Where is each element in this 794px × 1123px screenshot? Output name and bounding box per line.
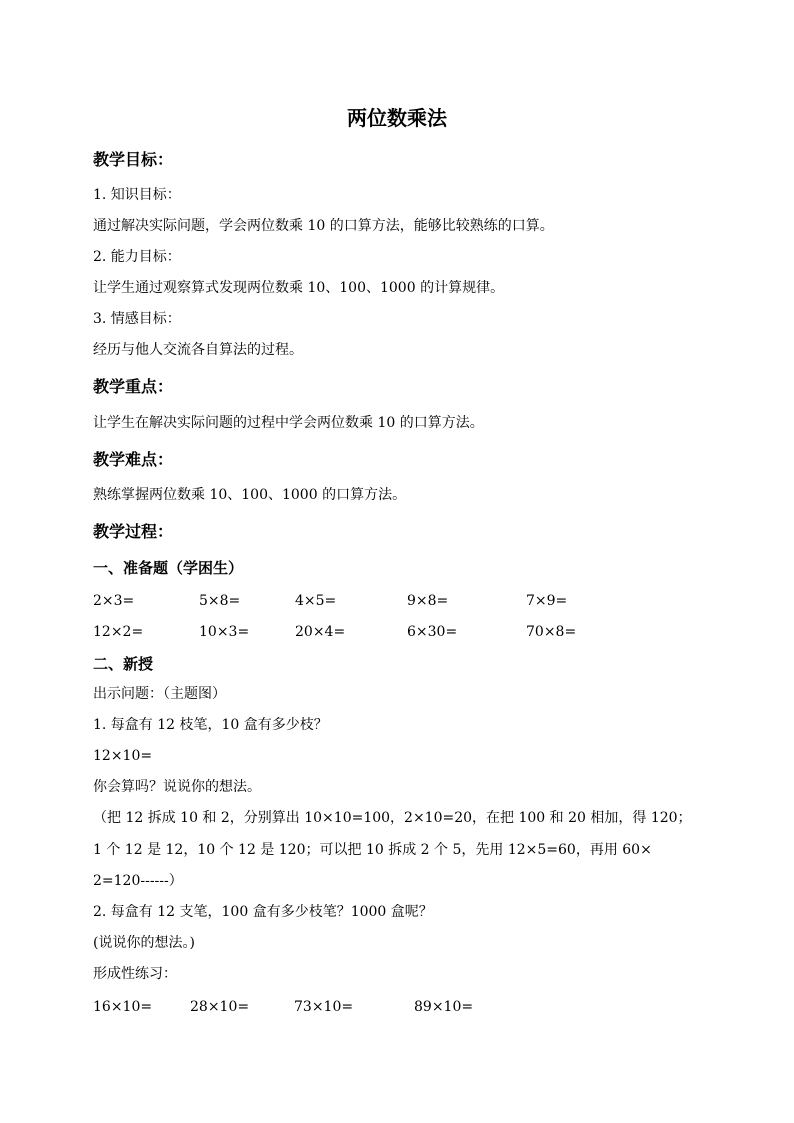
prompt-2: (说说你的想法。) [93, 935, 195, 951]
warmup-expression: 5×8= [199, 593, 241, 609]
practice-row [93, 997, 713, 1017]
warmup-expression: 6×30= [407, 624, 458, 640]
explanation-line-3: 2=120------） [93, 873, 183, 889]
practice-label: 形成性练习： [93, 966, 177, 982]
objectives-heading: 教学目标： [93, 150, 174, 169]
warmup-expression: 2×3= [93, 593, 135, 609]
key-point-text: 让学生在解决实际问题的过程中学会两位数乘 10 的口算方法。 [93, 415, 484, 431]
section-warmup-title: 一、准备题（学困生） [93, 559, 244, 577]
prompt-1: 你会算吗？说说你的想法。 [93, 779, 261, 795]
key-point-heading: 教学重点： [93, 377, 174, 396]
practice-expression: 16×10= [93, 999, 153, 1015]
ability-goal-label: 2. 能力目标： [93, 249, 181, 265]
warmup-expression: 12×2= [93, 624, 144, 640]
difficulty-text: 熟练掌握两位数乘 10、100、1000 的口算方法。 [93, 487, 407, 503]
question-2: 2. 每盒有 12 支笔，100 盒有多少枝笔？1000 盒呢？ [93, 904, 433, 920]
emotion-goal-label: 3. 情感目标： [93, 311, 181, 327]
warmup-expression: 4×5= [295, 593, 337, 609]
warmup-expression: 70×8= [526, 624, 577, 640]
difficulty-heading: 教学难点： [93, 450, 174, 469]
document-title: 两位数乘法 [347, 106, 447, 130]
expression-1: 12×10= [93, 748, 153, 764]
warmup-expression: 10×3= [199, 624, 250, 640]
emotion-goal-text: 经历与他人交流各自算法的过程。 [93, 342, 303, 358]
explanation-line-1: （把 12 拆成 10 和 2，分别算出 10×10=100，2×10=20，在把 100 和 20 相加，得 120； [93, 810, 692, 826]
show-problem-text: 出示问题：（主题图） [93, 686, 226, 702]
practice-expression: 28×10= [190, 999, 250, 1015]
warmup-expression: 20×4= [295, 624, 346, 640]
warmup-row-2 [93, 622, 713, 642]
process-heading: 教学过程： [93, 522, 174, 541]
warmup-row-1 [93, 591, 713, 611]
warmup-expression: 9×8= [407, 593, 449, 609]
knowledge-goal-label: 1. 知识目标： [93, 187, 181, 203]
section-new-lesson-title: 二、新授 [93, 655, 154, 673]
practice-expression: 73×10= [294, 999, 354, 1015]
ability-goal-text: 让学生通过观察算式发现两位数乘 10、100、1000 的计算规律。 [93, 280, 505, 296]
warmup-expression: 7×9= [526, 593, 568, 609]
explanation-line-2: 1 个 12 是 12，10 个 12 是 120；可以把 10 拆成 2 个 5，先用 12×5=60，再用 60× [93, 842, 652, 858]
question-1: 1. 每盒有 12 枝笔，10 盒有多少枝？ [93, 717, 328, 733]
practice-expression: 89×10= [414, 999, 474, 1015]
knowledge-goal-text: 通过解决实际问题，学会两位数乘 10 的口算方法，能够比较熟练的口算。 [93, 218, 554, 234]
